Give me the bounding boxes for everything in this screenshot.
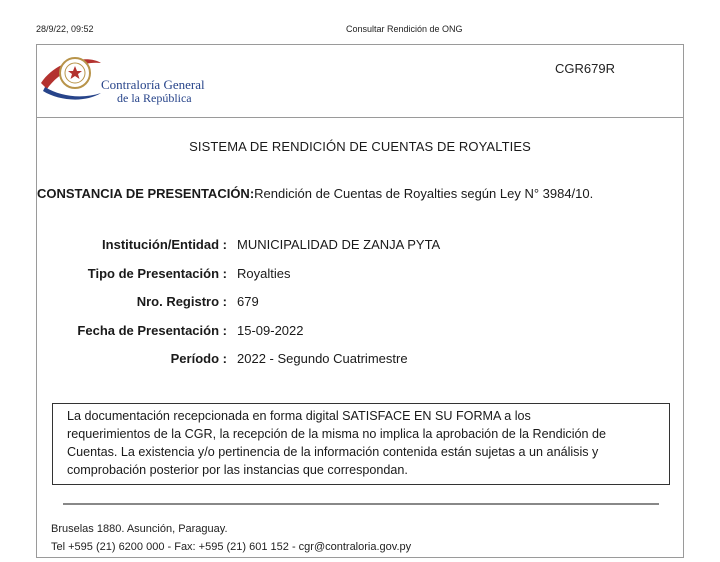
field-label: Tipo de Presentación : bbox=[87, 266, 227, 281]
footer-separator bbox=[63, 503, 659, 505]
field-fecha bbox=[37, 323, 683, 341]
field-label: Período : bbox=[170, 351, 227, 366]
notice-line: comprobación posterior por las instancias que correspondan. bbox=[67, 463, 408, 477]
document-code: CGR679R bbox=[555, 61, 615, 76]
print-header bbox=[0, 22, 720, 36]
notice-line: requerimientos de la CGR, la recepción de la misma no implica la aprobación de la Rendición de bbox=[67, 427, 607, 441]
constancia-label: CONSTANCIA DE PRESENTACIÓN: bbox=[37, 186, 255, 201]
footer-address: Bruselas 1880. Asunción, Paraguay. bbox=[51, 523, 228, 535]
print-title: Consultar Rendición de ONG bbox=[346, 24, 463, 34]
field-value: 679 bbox=[237, 294, 259, 309]
document-frame bbox=[36, 44, 684, 558]
notice-line: La documentación recepcionada en forma digital SATISFACE EN SU FORMA a los bbox=[67, 409, 531, 423]
logo-line2: de la República bbox=[117, 91, 192, 105]
field-label: Nro. Registro : bbox=[136, 294, 227, 309]
field-label: Institución/Entidad : bbox=[102, 237, 227, 252]
field-tipo bbox=[37, 266, 683, 284]
system-title: SISTEMA DE RENDICIÓN DE CUENTAS DE ROYALTIES bbox=[189, 139, 531, 154]
field-value: MUNICIPALIDAD DE ZANJA PYTA bbox=[237, 237, 441, 252]
field-value: 15-09-2022 bbox=[237, 323, 304, 338]
cgr-logo bbox=[39, 49, 249, 111]
field-value: Royalties bbox=[237, 266, 291, 281]
logo-line1: Contraloría General bbox=[101, 77, 205, 92]
document-header bbox=[37, 45, 683, 118]
field-institucion bbox=[37, 237, 683, 255]
field-value: 2022 - Segundo Cuatrimestre bbox=[237, 351, 408, 366]
field-periodo bbox=[37, 351, 683, 369]
footer-contact: Tel +595 (21) 6200 000 - Fax: +595 (21) 601 152 - cgr@contraloria.gov.py bbox=[51, 541, 412, 553]
constancia-text: Rendición de Cuentas de Royalties según Ley N° 3984/10. bbox=[254, 186, 594, 201]
notice-line: Cuentas. La existencia y/o pertinencia de la información contenida están sujetas a un análisis y bbox=[67, 445, 599, 459]
constancia-line bbox=[37, 186, 683, 201]
notice-box bbox=[52, 403, 670, 485]
logo-blue-swoosh bbox=[43, 87, 101, 100]
field-label: Fecha de Presentación : bbox=[77, 323, 227, 338]
field-registro bbox=[37, 294, 683, 312]
print-date: 28/9/22, 09:52 bbox=[36, 24, 94, 34]
